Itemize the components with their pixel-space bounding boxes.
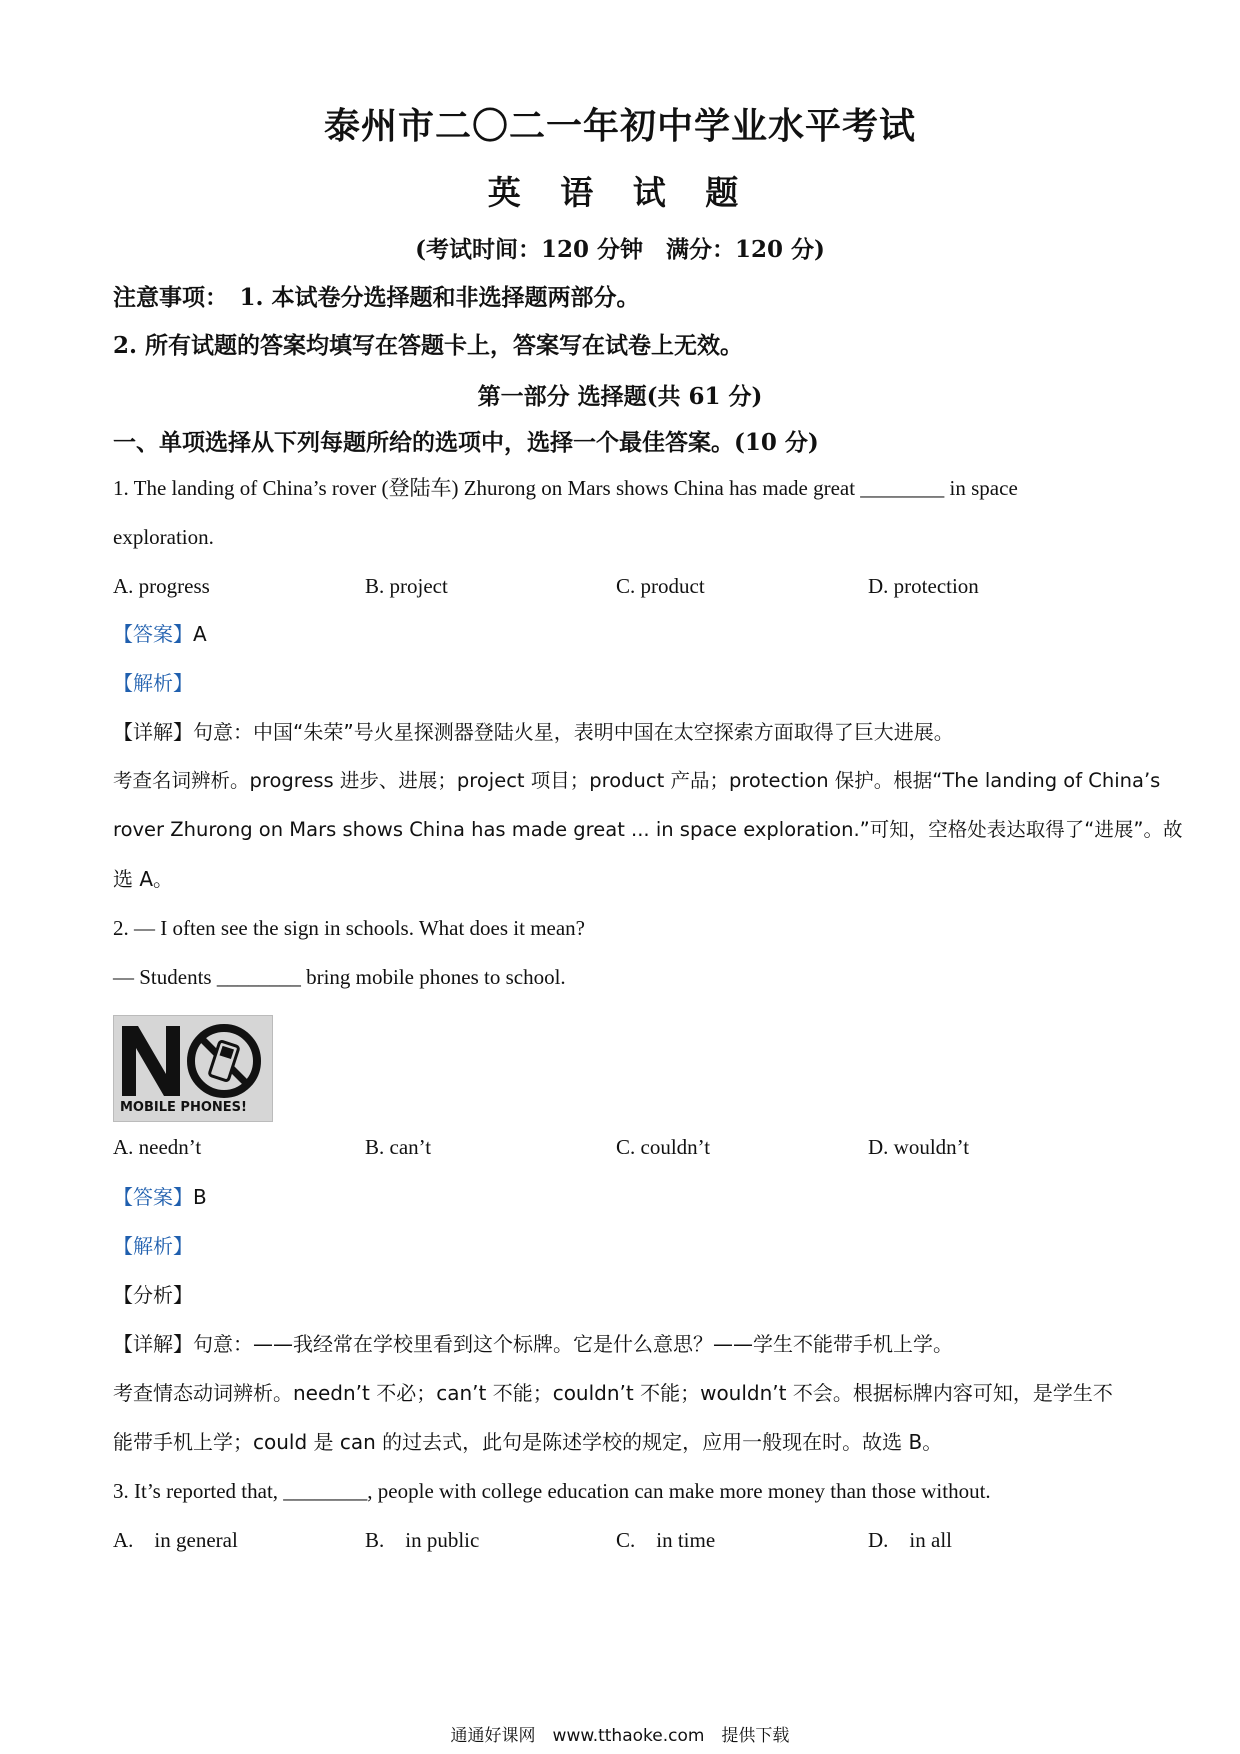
q1-option-d: D. protection	[868, 574, 979, 598]
answer-tag: 【答案】	[113, 1185, 193, 1209]
q2-answer	[113, 1187, 207, 1207]
q1-explain-line-2: rover Zhurong on Mars shows China has made great ... in space exploration.”可知，空格处表达取得了“进展”。故	[113, 818, 1183, 841]
answer-value: B	[193, 1185, 207, 1209]
q1-option-a: A. progress	[113, 574, 210, 598]
q1-explain-line-3: 选 A。	[113, 867, 174, 891]
sign-caption: MOBILE PHONES!	[120, 1100, 247, 1115]
q2-option-a: A. needn’t	[113, 1135, 202, 1159]
part-title: 第一部分 选择题(共 61 分)	[477, 383, 763, 410]
q1-text-line-2: exploration.	[113, 525, 214, 549]
q1-explain-line-1: 考查名词辨析。progress 进步、进展；project 项目；product 产品；protection 保护。根据“The landing of China’s	[113, 769, 1161, 792]
q1-analysis-tag: 【解析】	[113, 671, 193, 695]
q2-text-line-2: — Students ________ bring mobile phones to school.	[113, 965, 566, 989]
q2-explain-line-2: 能带手机上学；could 是 can 的过去式，此句是陈述学校的规定，应用一般现在时。故选 B。	[113, 1430, 943, 1454]
q3-option-d: D. in all	[868, 1528, 952, 1552]
exam-subtitle: 英 语 试 题	[487, 173, 753, 212]
q2-explain-line-1: 考查情态动词辨析。needn’t 不必；can’t 不能；couldn’t 不能；wouldn’t 不会。根据标牌内容可知，是学生不	[113, 1381, 1113, 1405]
q2-option-c: C. couldn’t	[616, 1135, 711, 1159]
q2-option-d: D. wouldn’t	[868, 1135, 970, 1159]
answer-tag: 【答案】	[113, 622, 193, 646]
q1-answer	[113, 624, 207, 644]
exam-title: 泰州市二〇二一年初中学业水平考试	[323, 105, 916, 147]
no-mobile-phones-sign-image	[113, 1015, 273, 1122]
q2-detail: 【详解】句意：——我经常在学校里看到这个标牌。它是什么意思？——学生不能带手机上学。	[113, 1332, 953, 1356]
q2-text-line-1: 2. — I often see the sign in schools. What does it mean?	[113, 916, 586, 940]
q1-option-c: C. product	[616, 574, 705, 598]
q1-detail: 【详解】句意：中国“朱荣”号火星探测器登陆火星，表明中国在太空探索方面取得了巨大进展。	[113, 720, 954, 744]
q3-option-a: A. in general	[113, 1528, 238, 1552]
q2-fenxi-tag: 【分析】	[113, 1283, 193, 1307]
notice-line-1: 注意事项： 1. 本试卷分选择题和非选择题两部分。	[113, 284, 640, 311]
footer-watermark: 通通好课网 www.tthaoke.com 提供下载	[450, 1726, 790, 1746]
q2-analysis-tag: 【解析】	[113, 1234, 193, 1258]
q3-option-c: C. in time	[616, 1528, 716, 1552]
section-heading: 一、单项选择从下列每题所给的选项中，选择一个最佳答案。(10 分)	[113, 429, 819, 456]
notice-line-2: 2. 所有试题的答案均填写在答题卡上，答案写在试卷上无效。	[113, 332, 744, 359]
q2-option-b: B. can’t	[365, 1135, 432, 1159]
exam-info: (考试时间：120 分钟 满分：120 分)	[415, 236, 825, 263]
q3-option-b: B. in public	[365, 1528, 480, 1552]
q1-option-b: B. project	[365, 574, 448, 598]
answer-value: A	[193, 622, 207, 646]
q1-text-line-1: 1. The landing of China’s rover (登陆车) Zhurong on Mars shows China has made great ________ in space	[113, 476, 1018, 500]
q3-text: 3. It’s reported that, ________, people with college education can make more money than those without.	[113, 1479, 991, 1503]
